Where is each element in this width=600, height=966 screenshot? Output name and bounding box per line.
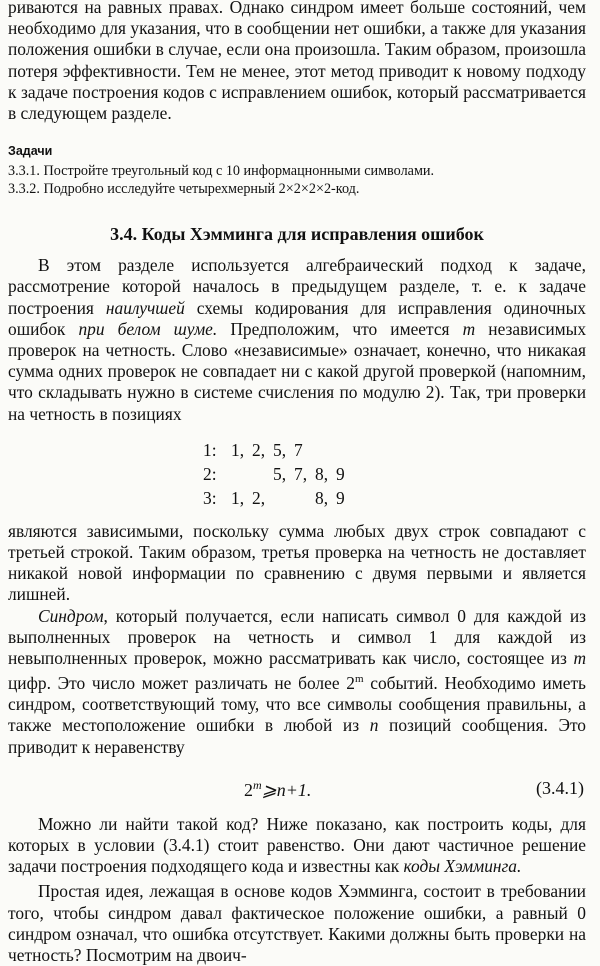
check-row: 2: 5, 7, 8, 9 (203, 464, 345, 485)
paragraph-hamming-codes: Можно ли найти такой код? Ниже показано, как построить коды, для которых в условии (3.4.1) стоит равенство. Они дают частичное решение задачи построения подходящего кода и известны как коды Хэмминга. (8, 813, 586, 877)
paragraph-dependent-checks: являются зависимыми, поскольку сумма любых двух строк совпадают с третьей строкой. Таким образом, третья проверка на четность не доставляет никакой новой информации по сравнению с двумя первыми и является лишней. (8, 520, 586, 605)
formula-number: (3.4.1) (536, 777, 584, 798)
section-heading: 3.4. Коды Хэмминга для исправления ошибок (110, 224, 484, 245)
tasks-heading: Задачи (8, 144, 53, 159)
tasks-block (8, 143, 586, 198)
paragraph-simple-idea: Простая идея, лежащая в основе кодов Хэмминга, состоит в требовании того, чтобы синдром давал фактическое положение ошибки, а равный 0 синдром означал, что ошибка отсутствует. Какими должны быть проверки на четность? Посмотрим на двоич- (8, 881, 586, 966)
formula-expression: $2^m⩾n+1$. (244, 777, 312, 800)
intro-paragraph: риваются на равных правах. Однако синдром имеет больше состояний, чем необходимо для указания, что в сообщении нет ошибки, а также для указания положения ошибки в случае, если она произошла. Таким образом, произошла потеря эффективности. Тем не менее, этот метод приводит к новому подходу к задаче построения кодов с исправлением ошибок, который рассматривается в следующем разделе. (8, 0, 586, 124)
paragraph-intro-algebraic: В этом разделе используется алгебраический подход к задаче, рассмотрение которой началось в предыдущем разделе, т. е. к задаче построения наилучшей схемы кодирования для исправления одиночных ошибок при белом шуме. Предположим, что имеется m независимых проверок на четность. Слово «независимые» означает, конечно, что никакая сумма одних проверок не совпадает ни с какой другой проверкой (напомним, что складывать нужно в системе счисления по модулю 2). Так, три проверки на четность в позициях (8, 255, 587, 424)
paragraph-syndrome: Синдром, который получается, если написать символ 0 для каждой из выполненных проверок на четность и символ 1 для каждой из невыполненных проверок, можно рассматривать как число, состоящее из m цифр. Это число может различать не более 2$^m$ событий. Необходимо иметь синдром, соответствующий тому, что все символы сообщения правильны, а также местоположение ошибки в любой из n позиций сообщения. Это приводит к неравенству (8, 605, 587, 757)
check-row: 1: 1, 2, 5, 7 (203, 440, 303, 461)
task-item: 3.3.2. Подробно исследуйте четырехмерный 2×2×2×2-код. (8, 180, 360, 197)
check-row: 3: 1, 2, 8, 9 (203, 488, 345, 509)
inequality-formula (8, 770, 586, 808)
parity-check-table (203, 439, 586, 511)
task-item: 3.3.1. Постройте треугольный код с 10 информацнонными символами. (8, 163, 435, 180)
